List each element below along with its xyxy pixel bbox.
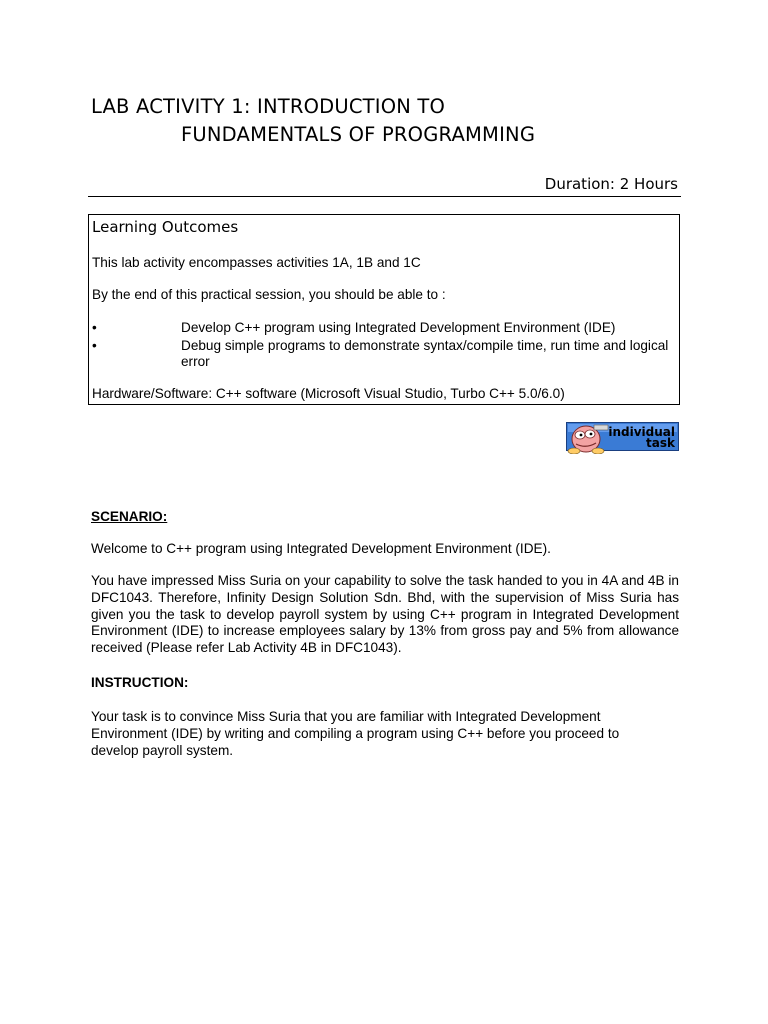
learning-outcomes-box	[88, 214, 680, 405]
hardware-software-line: Hardware/Software: C++ software (Microsoft Visual Studio, Turbo C++ 5.0/6.0)	[92, 386, 565, 401]
duration-label: Duration: 2 Hours	[544, 175, 678, 193]
individual-task-badge-graphic	[566, 419, 679, 454]
badge-line-1: individual	[608, 425, 675, 439]
instruction-heading: INSTRUCTION:	[91, 675, 189, 690]
title-line-1: LAB ACTIVITY 1: INTRODUCTION TO	[91, 95, 446, 118]
header-divider	[88, 196, 681, 197]
individual-task-badge	[566, 419, 679, 454]
outcome-text-1: Develop C++ program using Integrated Development Environment (IDE)	[181, 320, 616, 335]
scenario-paragraph-2: You have impressed Miss Suria on your capability to solve the task handed to you in 4A and 4B in DFC1043. Therefore, Infinity Design Solution Sdn. Bhd, with the supervision of Miss Suria has given you the task to develop payroll system by using C++ program in Integrated Development Environment (IDE) to increase employees salary by 13% from gross pay and 5% from allowance received (Please refer Lab Activity 4B in DFC1043).	[91, 573, 679, 656]
learning-outcomes-lead: By the end of this practical session, you should be able to :	[92, 287, 446, 302]
scenario-paragraph-1: Welcome to C++ program using Integrated Development Environment (IDE).	[91, 541, 551, 556]
learning-outcomes-intro: This lab activity encompasses activities 1A, 1B and 1C	[92, 255, 421, 270]
outcome-text-2: Debug simple programs to demonstrate syntax/compile time, run time and logical error	[181, 338, 669, 369]
learning-outcomes-heading: Learning Outcomes	[92, 218, 239, 236]
instruction-paragraph: Your task is to convince Miss Suria that you are familiar with Integrated Development Environment (IDE) by writing and compiling a program using C++ before you proceed to develop payroll system.	[91, 709, 620, 758]
bullet-icon: •	[92, 338, 97, 353]
scenario-heading: SCENARIO:	[91, 509, 168, 524]
badge-line-2: task	[646, 436, 675, 450]
bullet-icon: •	[92, 320, 97, 335]
title-line-2: FUNDAMENTALS OF PROGRAMMING	[181, 123, 536, 146]
